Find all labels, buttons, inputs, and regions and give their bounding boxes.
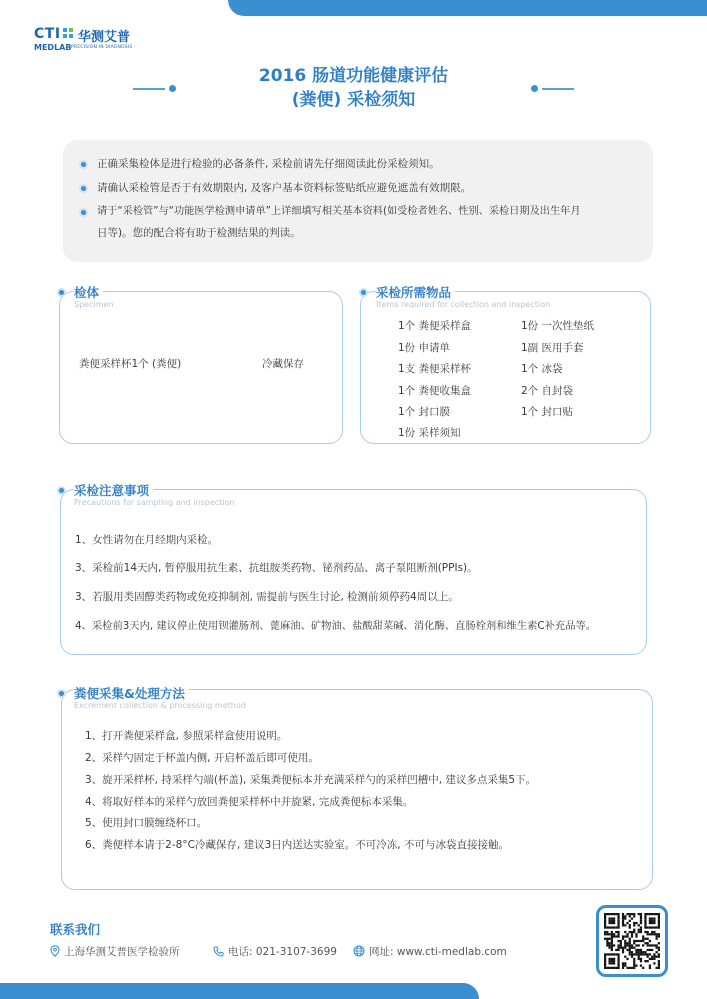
collection-section-header	[57, 686, 317, 716]
intro-item: 请确认采检管是否于有效期限内, 及客户基本资料标签贴纸应避免遮盖有效期限。	[79, 176, 637, 200]
supplies-title: 采检所需物品	[376, 285, 455, 300]
precaution-item: 1、女性请勿在月经期内采检。	[75, 534, 219, 546]
collection-step: 5、使用封口膜缠绕杯口。	[85, 817, 208, 829]
supply-item: 2个 自封袋	[521, 385, 574, 397]
precaution-item: 4、采检前3天内, 建议停止使用钡灌肠剂、蓖麻油、矿物油、盐酸甜菜碱、消化酶、直肠栓剂和维生素C补充品等。	[75, 620, 597, 632]
supply-item: 1个 封口膜	[398, 406, 451, 418]
logo-chinese-name: 华测艾普	[78, 30, 131, 45]
supply-item: 1个 粪便收集盒	[398, 385, 472, 397]
specimen-subtitle: Specimen	[74, 300, 114, 309]
collection-step: 2、采样勺固定于杯盖内侧, 开启杯盖后即可使用。	[85, 752, 319, 764]
precaution-item: 3、若服用类固醇类药物或免疫抑制剂, 需提前与医生讨论, 检测前须停药4周以上。	[75, 591, 459, 603]
logo-medlab-text: MEDLAB	[34, 43, 72, 52]
supply-item: 1份 申请单	[398, 342, 451, 354]
section-bullet-icon	[57, 486, 66, 495]
bullet-icon	[79, 160, 88, 169]
intro-notice-box	[63, 140, 653, 262]
collection-step: 6、粪便样本请于2-8°C冷藏保存, 建议3日内送达实验室。不可冷冻, 不可与冰袋直接接触。	[85, 839, 509, 851]
specimen-item: 粪便采样杯1个 (粪便)	[79, 358, 182, 370]
intro-item-continued: 日等)。您的配合将有助于检测结果的判读。	[97, 227, 301, 239]
section-bullet-icon	[359, 288, 368, 297]
supply-item: 1个 粪便采样盒	[398, 320, 472, 332]
specimen-section-header	[57, 285, 257, 315]
collection-card	[61, 689, 653, 890]
section-bullet-icon	[57, 288, 66, 297]
location-icon	[50, 945, 60, 957]
collection-title: 粪便采集&处理方法	[74, 686, 189, 701]
precaution-item: 3、采检前14天内, 暂停服用抗生素、抗组胺类药物、铋剂药品、离子泵阻断剂(PPIs)。	[75, 562, 478, 574]
collection-step: 1、打开粪便采样盒, 参照采样盒使用说明。	[85, 730, 288, 742]
contact-phone: 电话: 021-3107-3699	[213, 944, 337, 959]
supply-item: 1个 冰袋	[521, 363, 563, 375]
section-bullet-icon	[57, 689, 66, 698]
logo-cti-text: CTI	[34, 26, 61, 42]
supply-item: 1个 封口贴	[521, 406, 574, 418]
phone-icon	[213, 946, 224, 957]
intro-item: 正确采集检体是进行检验的必备条件, 采检前请先仔细阅读此份采检须知。	[79, 152, 637, 176]
supplies-subtitle: Items required for collection and inspection	[376, 300, 551, 309]
specimen-title: 检体	[74, 285, 103, 300]
collection-step: 3、旋开采样杯, 持采样勺端(杯盖), 采集粪便标本并充满采样勺的采样凹槽中, 建议多点采集5下。	[85, 774, 537, 786]
company-logo	[34, 26, 164, 54]
page-title-line-1: 2016 肠道功能健康评估	[258, 66, 449, 86]
intro-item: 请于“采检管”与“功能医学检测申请单”上详细填写相关基本资料(如受检者姓名、性别、采检日期及出生年月	[79, 200, 637, 224]
supply-item: 1份 采样须知	[398, 427, 461, 439]
contact-title: 联系我们	[50, 922, 101, 937]
page-title-line-2: (粪便) 采检须知	[291, 90, 416, 110]
collection-subtitle: Excrement collection & processing method	[74, 701, 246, 710]
specimen-storage: 冷藏保存	[262, 358, 304, 370]
precautions-subtitle: Precautions for sampling and inspection	[74, 498, 235, 507]
precautions-section-header	[57, 483, 317, 513]
qr-code-frame	[596, 905, 668, 977]
globe-icon	[353, 945, 365, 957]
supplies-section-header	[359, 285, 619, 315]
bullet-icon	[79, 184, 88, 193]
bottom-accent-bar	[0, 983, 479, 999]
qr-code-icon	[604, 913, 660, 969]
logo-grid-icon	[63, 28, 73, 38]
precautions-title: 采检注意事项	[74, 483, 153, 498]
supply-item: 1份 一次性垫纸	[521, 320, 595, 332]
page-title	[0, 64, 707, 112]
supply-item: 1支 粪便采样杯	[398, 363, 472, 375]
bullet-icon	[79, 208, 88, 217]
collection-step: 4、将取好样本的采样勺放回粪便采样杯中并旋紧, 完成粪便标本采集。	[85, 796, 414, 808]
top-accent-bar	[228, 0, 707, 16]
logo-tagline: PRECISION IN DIAGNOSIS	[71, 45, 133, 50]
contact-address: 上海华测艾普医学检验所	[50, 944, 180, 959]
supply-item: 1副 医用手套	[521, 342, 584, 354]
contact-website[interactable]: 网址: www.cti-medlab.com	[353, 944, 507, 959]
